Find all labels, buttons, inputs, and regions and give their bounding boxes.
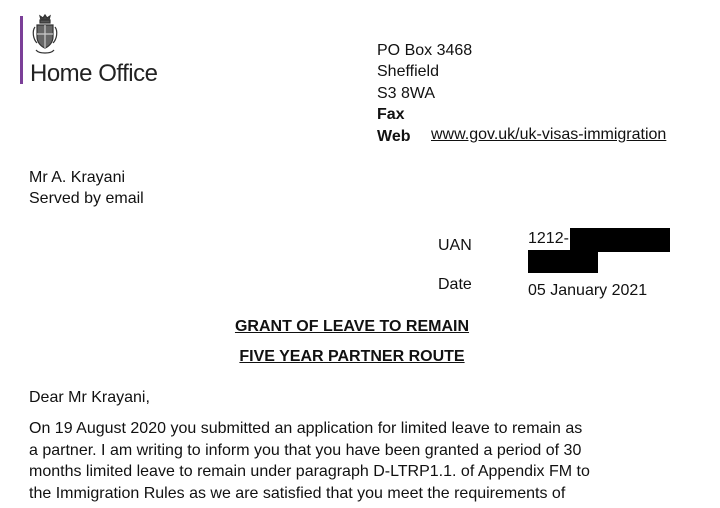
address-line-3: S3 8WA — [377, 85, 436, 102]
paragraph-line: the Immigration Rules as we are satisfied that you meet the requirements of — [29, 484, 566, 502]
paragraph-line: months limited leave to remain under paragraph D-LTRP1.1. of Appendix FM to — [29, 463, 590, 480]
date-value: 05 January 2021 — [528, 282, 648, 299]
web-label: Web — [377, 128, 411, 145]
paragraph-line: On 19 August 2020 you submitted an application for limited leave to remain as — [29, 420, 583, 437]
body-paragraph — [29, 418, 719, 504]
org-name: Home Office — [30, 60, 158, 87]
date-label: Date — [438, 276, 472, 293]
web-link[interactable]: www.gov.uk/uk-visas-immigration — [431, 126, 667, 143]
fax-label: Fax — [377, 106, 405, 123]
uan-label: UAN — [438, 237, 472, 254]
letter-title: GRANT OF LEAVE TO REMAIN — [234, 318, 470, 335]
redaction-block — [570, 228, 670, 252]
recipient-delivery: Served by email — [29, 190, 144, 207]
uan-value: 1212- — [528, 230, 569, 247]
recipient-name: Mr A. Krayani — [29, 169, 126, 186]
redaction-block — [528, 250, 598, 273]
paragraph-line: a partner. I am writing to inform you that you have been granted a period of 30 — [29, 441, 582, 459]
brand-bar — [20, 16, 23, 84]
royal-crest-icon — [31, 12, 59, 62]
address-line-2: Sheffield — [377, 63, 439, 80]
salutation: Dear Mr Krayani, — [29, 389, 150, 406]
letter-subtitle: FIVE YEAR PARTNER ROUTE — [239, 348, 465, 365]
address-line-1: PO Box 3468 — [377, 42, 473, 59]
